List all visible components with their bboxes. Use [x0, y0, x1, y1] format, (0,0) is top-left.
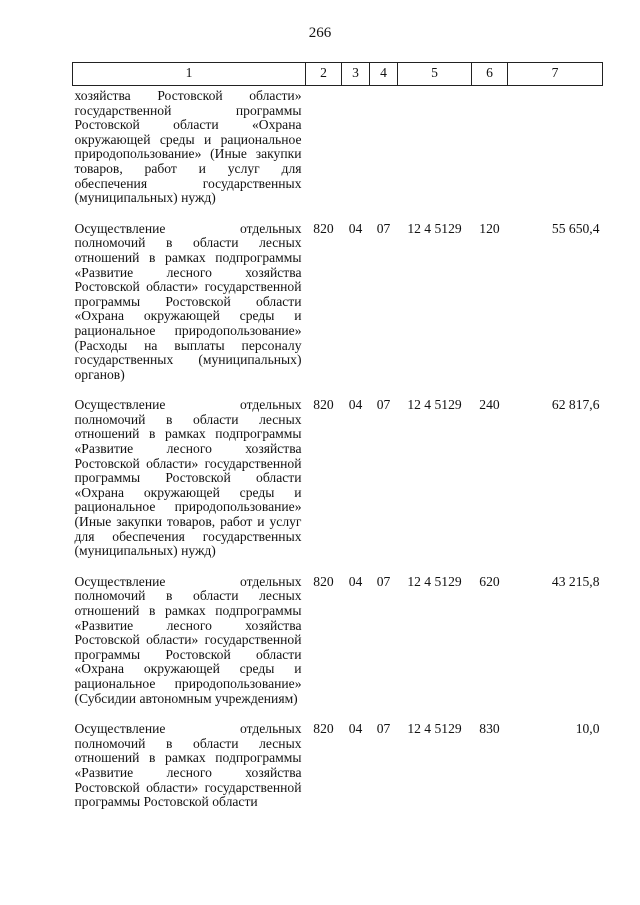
- table-row: [73, 86, 603, 222]
- row-description: хозяйства Ростовской области» государственной программы Ростовской области «Охрана окружающей среды и рациональное природопользование» (Иные закупки товаров, работ и услуг для обеспечения государственных (муниципальных) нужд): [74, 88, 302, 206]
- row-target-code: 12 4 5129: [407, 573, 462, 589]
- row-section-code: 04: [348, 397, 363, 413]
- column-header-5: 5: [398, 63, 472, 86]
- column-header-7: 7: [508, 63, 603, 86]
- row-amount: 62 817,6: [551, 397, 600, 413]
- column-header-1: 1: [73, 63, 306, 86]
- row-expense-type-code: 240: [479, 397, 500, 413]
- row-subsection-code: 07: [376, 573, 391, 589]
- row-section-code: 04: [348, 220, 363, 236]
- row-target-code: 12 4 5129: [407, 220, 462, 236]
- row-description: Осуществление отдельных полномочий в области лесных отношений в рамках подпрограммы «Развитие лесного хозяйства Ростовской области» государственной программы Ростовской области «Охрана окружающей среды и рациональное природопользование» (Расходы на выплаты персоналу государственных (муниципальных) органов): [74, 220, 302, 382]
- row-amount: [508, 86, 603, 222]
- row-subsection-code: 07: [376, 721, 391, 737]
- row-subsection-code: [370, 86, 398, 222]
- row-section-code: [342, 86, 370, 222]
- row-ministry-code: [306, 86, 342, 222]
- row-subsection-code: 07: [376, 220, 391, 236]
- column-header-6: 6: [472, 63, 508, 86]
- row-ministry-code: 820: [313, 721, 334, 737]
- row-subsection-code: 07: [376, 397, 391, 413]
- row-target-code: [398, 86, 472, 222]
- table-row: [73, 398, 603, 575]
- row-expense-type-code: 830: [479, 721, 500, 737]
- row-ministry-code: 820: [313, 573, 334, 589]
- column-header-4: 4: [370, 63, 398, 86]
- table-header-row: [73, 63, 603, 86]
- row-target-code: 12 4 5129: [407, 721, 462, 737]
- table-row: [73, 222, 603, 399]
- page-number: 266: [308, 25, 332, 41]
- column-header-2: 2: [306, 63, 342, 86]
- column-header-3: 3: [342, 63, 370, 86]
- row-expense-type-code: [472, 86, 508, 222]
- row-amount: 10,0: [575, 721, 600, 737]
- row-description: Осуществление отдельных полномочий в области лесных отношений в рамках подпрограммы «Развитие лесного хозяйства Ростовской области» государственной программы Ростовской области «Охрана окружающей среды и рациональное природопользование» (Субсидии автономным учреждениям): [74, 573, 302, 706]
- row-description: Осуществление отдельных полномочий в области лесных отношений в рамках подпрограммы «Развитие лесного хозяйства Ростовской области» государственной программы Ростовской области «Охрана окружающей среды и рациональное природопользование» (Иные закупки товаров, работ и услуг для обеспечения государственных (муниципальных) нужд): [74, 397, 302, 559]
- row-expense-type-code: 620: [479, 573, 500, 589]
- row-section-code: 04: [348, 721, 363, 737]
- table-row: [73, 575, 603, 722]
- row-target-code: 12 4 5129: [407, 397, 462, 413]
- row-section-code: 04: [348, 573, 363, 589]
- row-description: Осуществление отдельных полномочий в области лесных отношений в рамках подпрограммы «Развитие лесного хозяйства Ростовской области» государственной программы Ростовской области: [74, 721, 302, 810]
- table-row: [73, 722, 603, 826]
- row-amount: 43 215,8: [551, 573, 600, 589]
- row-ministry-code: 820: [313, 397, 334, 413]
- budget-table: [72, 62, 603, 826]
- row-ministry-code: 820: [313, 220, 334, 236]
- row-expense-type-code: 120: [479, 220, 500, 236]
- row-amount: 55 650,4: [551, 220, 600, 236]
